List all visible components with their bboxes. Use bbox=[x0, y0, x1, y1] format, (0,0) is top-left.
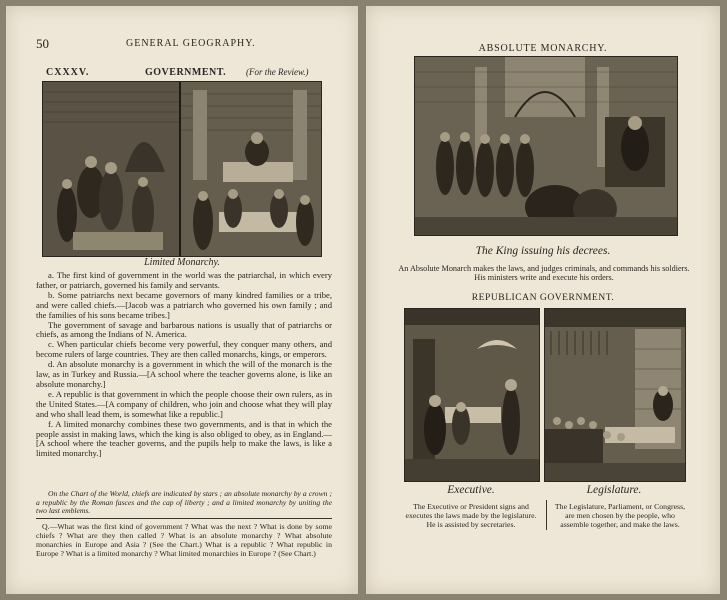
lesson-number: CXXXV. bbox=[46, 67, 90, 78]
review-questions: Q.—What was the first kind of government ? What was the next ? What is done by some chiefs ? What are they then called ? What is an absolute monarchy ? What absolute monarchies in Europe and Asia ? (See the Chart.) What is a republic ? What republic in Europe ? What is a limited monarchy ? What limited monarchies in Europe ? (See Chart.) bbox=[36, 522, 332, 558]
paragraph-d: d. An absolute monarchy is a government in which the will of the monarch is the law, as in Turkey and Russia.—[A school where the teacher governs alone, is like an absolute monarchy.] bbox=[36, 359, 332, 389]
limited-monarchy-caption: Limited Monarchy. bbox=[144, 257, 220, 268]
paragraph-c: c. When particular chiefs become very powerful, they conquer many others, and become rulers of large countries. They are then called monarchs, kings, or emperors. bbox=[36, 339, 332, 360]
executive-caption: Executive. bbox=[447, 484, 495, 496]
column-divider bbox=[546, 500, 547, 530]
questions-divider bbox=[36, 518, 332, 519]
left-page bbox=[6, 6, 358, 594]
chart-note: On the Chart of the World, chiefs are indicated by stars ; an absolute monarchy by a crown ; a republic by the Roman fasces and the cap of liberty ; and a limited monarchy by uniting the two last emblems. bbox=[36, 489, 332, 516]
absolute-monarch-description: An Absolute Monarch makes the laws, and judges criminals, and commands his soldiers. His ministers write and execute his orders. bbox=[398, 264, 690, 283]
right-page bbox=[366, 6, 720, 594]
king-decrees-illustration bbox=[414, 56, 678, 236]
king-decrees-caption: The King issuing his decrees. bbox=[475, 245, 611, 257]
paragraph-savage: The government of savage and barbarous nations is usually that of patriarchs or chiefs, as among the Indians of N. America. bbox=[36, 319, 332, 340]
body-text bbox=[36, 271, 332, 459]
executive-description: The Executive or President signs and executes the laws made by the legislature. He is assisted by secretaries. bbox=[405, 502, 537, 529]
paragraph-f: f. A limited monarchy combines these two governments, and is that in which the people assist in making laws, which the king is also obliged to obey, as in England.—[A school where the teacher governs, and the pupils help to make the laws, is like a limited monarchy.] bbox=[36, 418, 332, 459]
executive-illustration bbox=[404, 308, 540, 482]
limited-monarchy-illustration bbox=[42, 81, 322, 257]
paragraph-b: b. Some patriarchs next became governors of many kindred families or a tribe, and were called chiefs.—[Jacob was a patriarch who governed his own family ; and the families of his sons became tribes.] bbox=[36, 289, 332, 320]
running-head: GENERAL GEOGRAPHY. bbox=[126, 38, 256, 49]
republican-government-heading: REPUBLICAN GOVERNMENT. bbox=[471, 292, 615, 303]
legislature-description: The Legislature, Parliament, or Congress, are men chosen by the people, who assemble together, and make the laws. bbox=[554, 502, 686, 529]
paragraph-e: e. A republic is that government in which the people choose their own rulers, as in the United States.—[A company of children, who join and choose what they will play and who shall lead them, is somewhat like a republic.] bbox=[36, 388, 332, 419]
legislature-illustration bbox=[544, 308, 686, 482]
page-number: 50 bbox=[36, 36, 49, 51]
lesson-subject: GOVERNMENT. bbox=[145, 67, 227, 78]
review-note: (For the Review.) bbox=[246, 67, 309, 77]
paragraph-a: a. The first kind of government in the world was the patriarchal, in which every father, or patriarch, governed his family and servants. bbox=[36, 270, 332, 290]
legislature-caption: Legislature. bbox=[586, 484, 642, 496]
absolute-monarchy-title: ABSOLUTE MONARCHY. bbox=[478, 43, 608, 54]
